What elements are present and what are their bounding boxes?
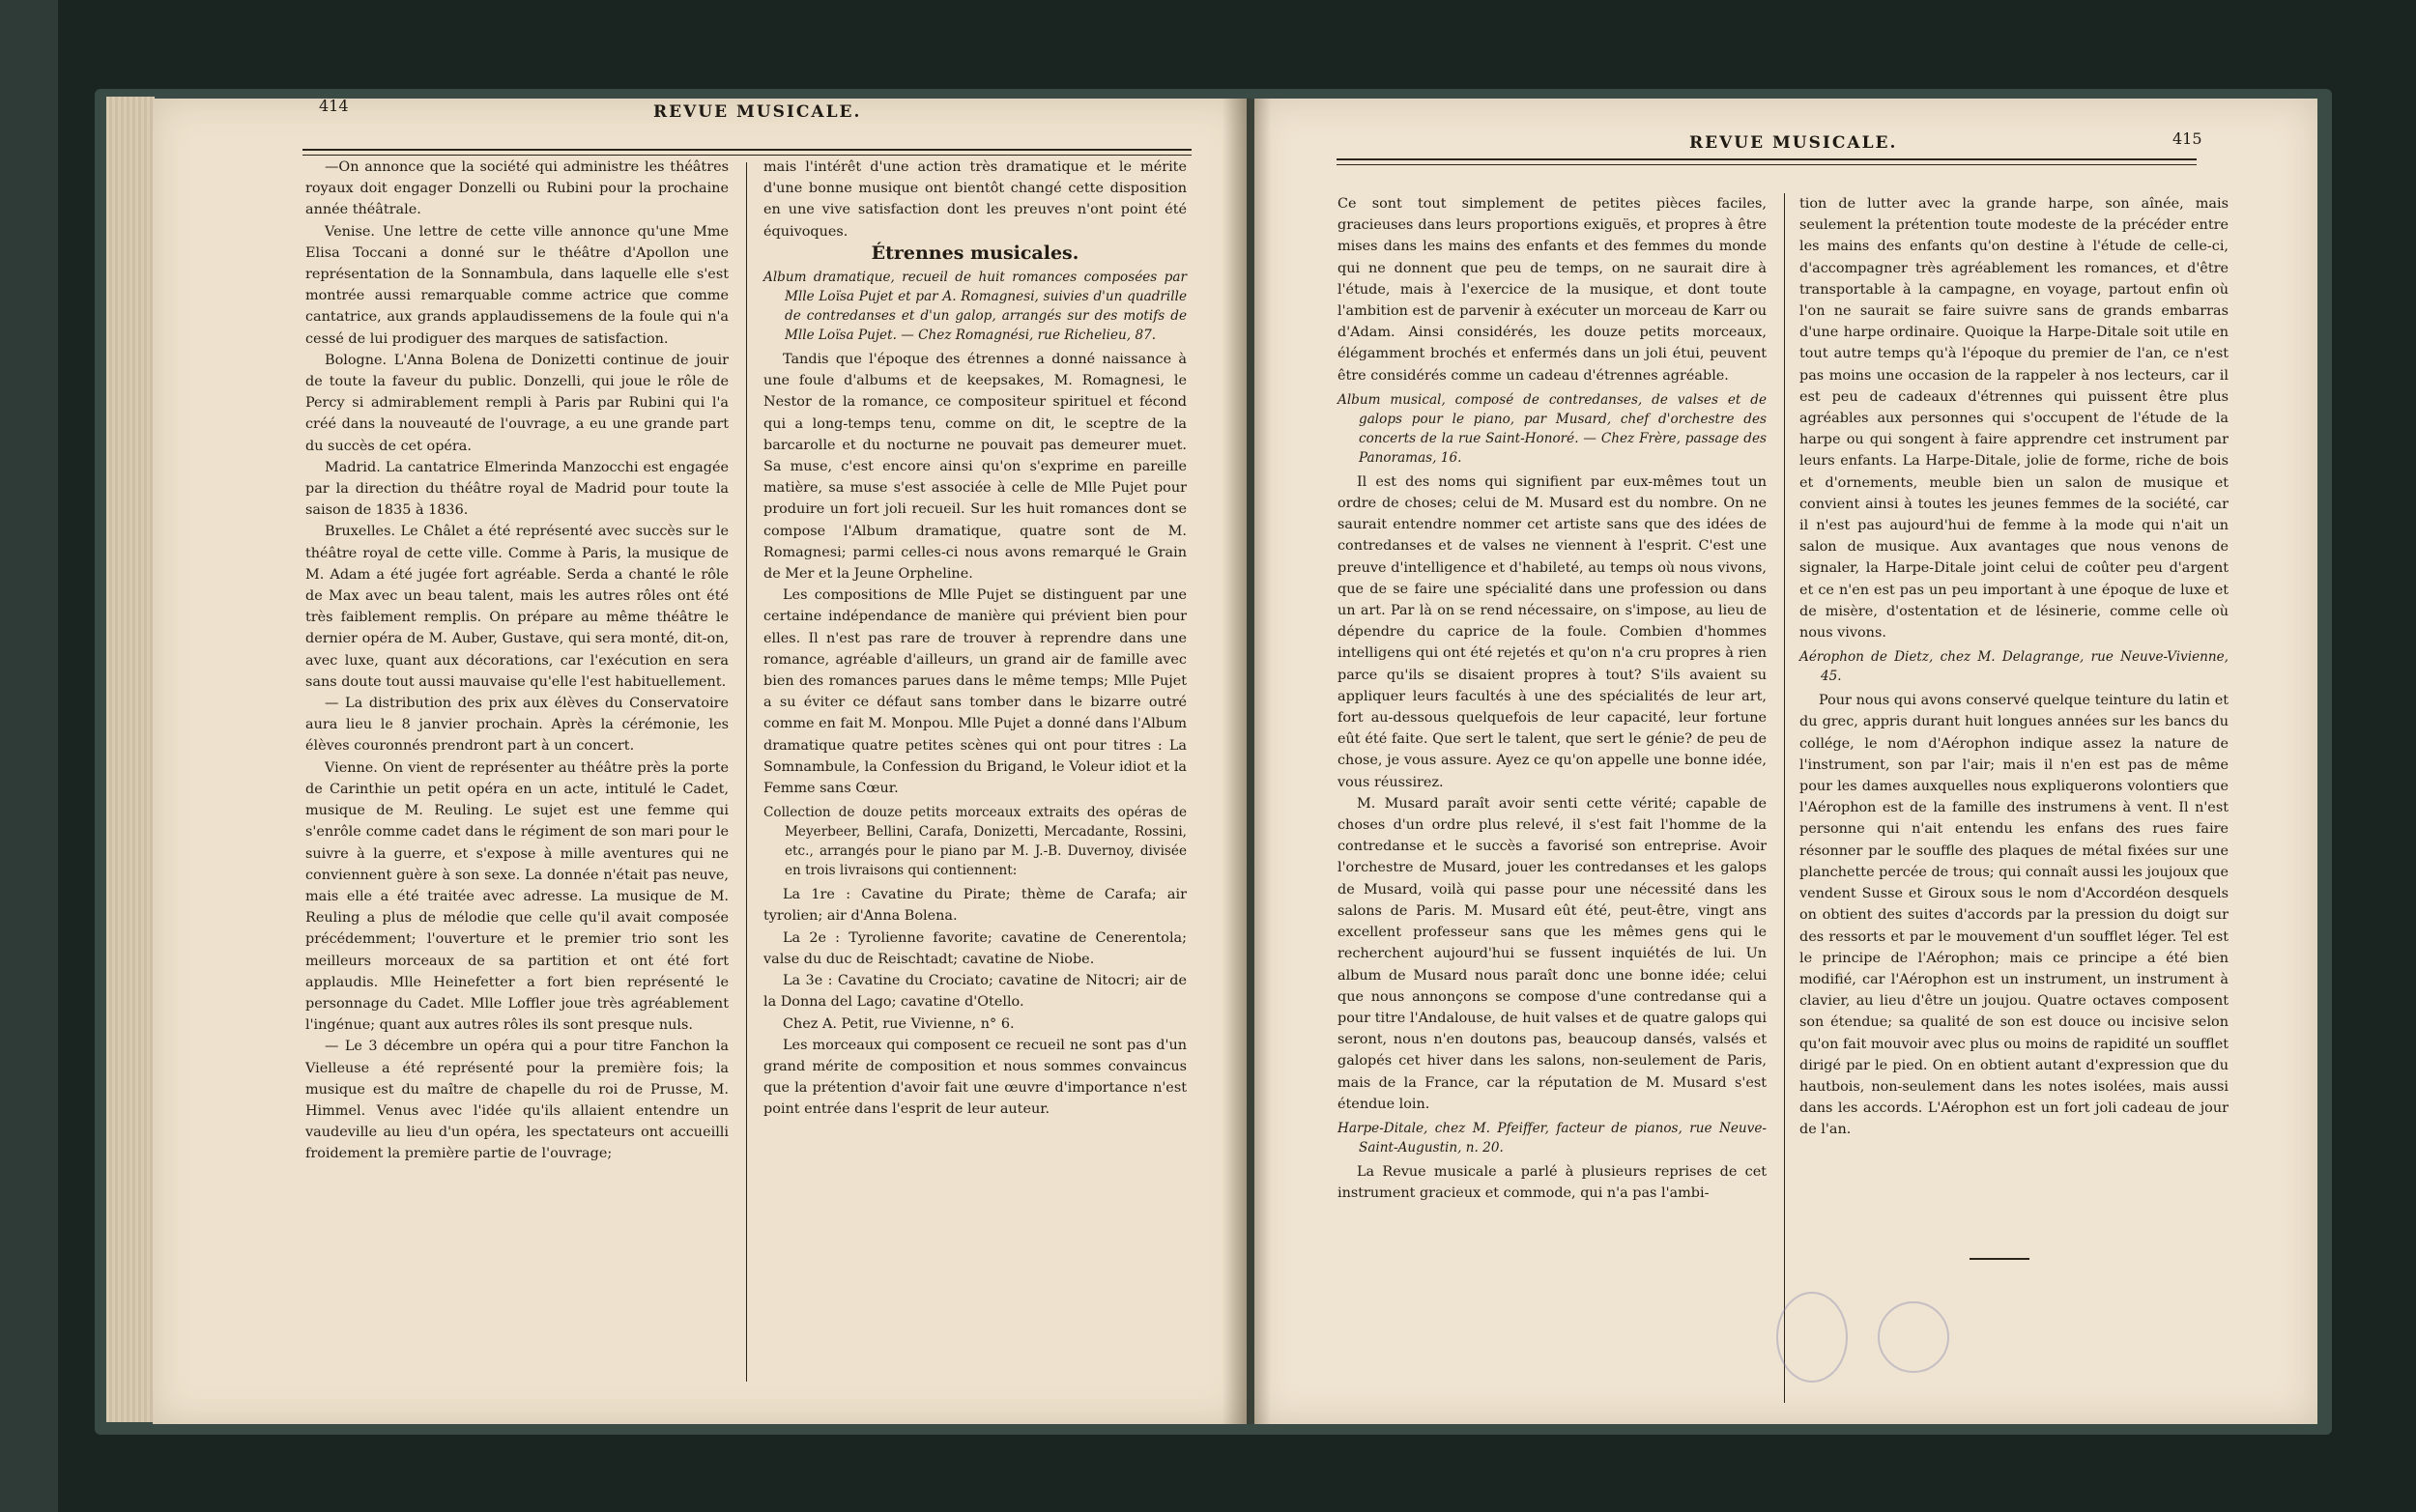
library-stamp bbox=[1878, 1301, 1949, 1373]
right-column-1 bbox=[1337, 193, 1767, 1204]
right-page-number: 415 bbox=[2172, 129, 2202, 148]
paragraph: Les morceaux qui composent ce recueil ne sont pas d'un grand mérite de composition et nous sommes convaincus que la prétention d'avoir fait une œuvre d'importance n'est point entrée dans l'esprit de leur auteur. bbox=[763, 1037, 1187, 1118]
paragraph: Bruxelles. Le Châlet a été représenté avec succès sur le théâtre royal de cette ville. Comme à Paris, la musique de M. Adam a été jugée fort agréable. Serda a chanté le rôle de Max avec un beau talent, mais les autres rôles ont été très faiblement remplis. On prépare au même théâtre le dernier opéra de M. Auber, Gustave, qui sera monté, dit-on, avec luxe, quant aux décorations, car l'exécution en sera sans doute tout aussi mauvaise qu'elle l'est habituellement. bbox=[305, 524, 729, 690]
page-edges bbox=[106, 97, 155, 1422]
listing-entry: Collection de douze petits morceaux extraits des opéras de Meyerbeer, Bellini, Carafa, Donizetti, Mercadante, Rossini, etc., arrangés pour le piano par M. J.-B. Duvernoy, divisée en trois livraisons qui contiennent: bbox=[763, 805, 1187, 879]
paragraph: mais l'intérêt d'une action très dramatique et le mérite d'une bonne musique ont bientôt changé cette disposition en une vive satisfaction dont les preuves n'ont point été équivoques. bbox=[763, 159, 1187, 240]
left-page bbox=[153, 99, 1247, 1424]
paragraph: Ce sont tout simplement de petites pièces faciles, gracieuses dans leurs proportions exiguës, et propres à être mises dans les mains des enfants et des femmes du monde qui ne donnent que peu de temps, on ne saurait dire à l'étude, mais à l'exercice de la musique, et dont toute l'ambition est de parvenir à exécuter un morceau de Karr ou d'Adam. Ainsi considérés, les douze petits morceaux, élégamment brochés et enfermés dans un joli étui, peuvent être considérés comme un cadeau d'étrennes agréable. bbox=[1337, 196, 1767, 384]
left-column-divider bbox=[746, 162, 747, 1382]
listing-entry: Album musical, composé de contredanses, de valses et de galops pour le piano, par Musard, chef d'orchestre des concerts de la rue Saint-Honoré. — Chez Frère, passage des Panoramas, 16. bbox=[1337, 391, 1767, 466]
listing-entry: Aérophon de Dietz, chez M. Delagrange, rue Neuve-Vivienne, 45. bbox=[1799, 649, 2229, 685]
right-head-rule bbox=[1337, 158, 2197, 165]
right-column-divider bbox=[1784, 193, 1785, 1403]
paragraph: Les compositions de Mlle Pujet se distinguent par une certaine indépendance de manière qui prévient bien pour elles. Il n'est pas rare de trouver à reprendre dans une romance, agréable d'ailleurs, un grand air de famille avec bien des romances parues dans le même temps; Mlle Pujet a su éviter ce défaut sans tomber dans le bizarre outré comme en fait M. Monpou. Mlle Pujet a donné dans l'Album dramatique quatre petites scènes qui ont pour titres : La Somnambule, la Confession du Brigand, le Voleur idiot et la Femme sans Cœur. bbox=[763, 587, 1187, 797]
paragraph: —On annonce que la société qui administre les théâtres royaux doit engager Donzelli ou Rubini pour la prochaine année théâtrale. bbox=[305, 159, 729, 218]
left-column-2 bbox=[763, 157, 1187, 1121]
listing-entry: Harpe-Ditale, chez M. Pfeiffer, facteur de pianos, rue Neuve-Saint-Augustin, n. 20. bbox=[1337, 1120, 1767, 1155]
article-end-rule bbox=[1970, 1258, 2029, 1260]
section-title: Étrennes musicales. bbox=[871, 242, 1079, 264]
list-item: La 1re : Cavatine du Pirate; thème de Carafa; air tyrolien; air d'Anna Bolena. bbox=[763, 887, 1187, 925]
list-item: La 3e : Cavatine du Crociato; cavatine de Nitocri; air de la Donna del Lago; cavatine d'Otello. bbox=[763, 973, 1187, 1011]
paragraph: Madrid. La cantatrice Elmerinda Manzocchi est engagée par la direction du théâtre royal de Madrid pour toute la saison de 1835 à 1836. bbox=[305, 459, 729, 519]
paragraph: Il est des noms qui signifient par eux-mêmes tout un ordre de choses; celui de M. Musard est du nombre. On ne saurait entendre nommer cet artiste sans que des idées de contredanses et de valses ne viennent à l'esprit. C'est une preuve d'intelligence et d'habileté, au temps où nous vivons, que de se faire une spécialité dans une profession ou dans un art. Par là on se rend nécessaire, on s'impose, au lieu de dépendre du caprice de la foule. Combien d'hommes intelligens qui ont été rejetés et qu'on n'a cru propres à rien parce qu'ils se disaient propres à tout? S'ils avaient su appliquer leurs facultés à une des spécialités de leur art, fort au-dessous quelquefois de leur capacité, leur fortune eût été faite. Que sert le talent, que sert le génie? de peu de chose, je vous assure. Ayez ce qu'on appelle une bonne idée, vous réussirez. bbox=[1337, 473, 1767, 790]
paragraph: — La distribution des prix aux élèves du Conservatoire aura lieu le 8 janvier prochain. Après la cérémonie, les élèves couronnés prendront part à un concert. bbox=[305, 696, 729, 755]
paragraph: Tandis que l'époque des étrennes a donné naissance à une foule d'albums et de keepsakes, M. Romagnesi, le Nestor de la romance, ce compositeur spirituel et fécond qui a long-temps tenu, comme on dit, le sceptre de la barcarolle et du nocturne ne pouvait pas demeurer muet. Sa muse, c'est encore ainsi qu'on s'exprime en pareille matière, sa muse s'est associée à celle de Mlle Pujet pour produire un fort joli recueil. Sur les huit romances dont se compose l'Album dramatique, quatre sont de M. Romagnesi; parmi celles-ci nous avons remarqué le Grain de Mer et la Jeune Orpheline. bbox=[763, 352, 1187, 583]
paragraph: M. Musard paraît avoir senti cette vérité; capable de choses d'un ordre plus relevé, il s'est fait l'homme de la contredanse et le succès a favorisé son entreprise. Avoir l'orchestre de Musard, jouer les contredanses et les galops de Musard, voilà qui passe pour une nécessité dans les salons de Paris. M. Musard eût été, peut-être, vingt ans excellent professeur sans que les mêmes gens qui le recherchent aujourd'hui se fussent inquiétés de lui. Un album de Musard nous paraît donc une bonne idée; celui que nous annonçons se compose d'une contredanse qui a pour titre l'Andalouse, de huit valses et de quatre galops qui seront, nous n'en doutons pas, beaucoup dansés, valsés et galopés cet hiver dans les salons, non-seulement de Paris, mais de la France, car la réputation de M. Musard s'est étendue loin. bbox=[1337, 795, 1767, 1112]
right-column-2 bbox=[1799, 193, 2229, 1141]
listing-entry: Album dramatique, recueil de huit romances composées par Mlle Loïsa Pujet et par A. Romagnesi, suivies d'un quadrille de contredanses et d'un galop, arrangés sur des motifs de Mlle Loïsa Pujet. — Chez Romagnési, rue Richelieu, 87. bbox=[763, 270, 1187, 344]
paragraph: Pour nous qui avons conservé quelque teinture du latin et du grec, appris durant huit longues années sur les bancs du collége, le nom d'Aérophon indique assez la nature de l'instrument, son par l'air; mais il n'en est pas de même pour les dames auxquelles nous expliquerons volontiers que l'Aérophon est de la famille des instrumens à vent. Il n'est personne qui n'ait entendu les enfans des rues faire résonner par le souffle des plaques de métal fixées sur une planchette percée de trous; qui connaît aussi les joujoux que vendent Susse et Giroux sous le nom d'Accordéon desquels on obtient des suites d'accords par la pression du doigt sur des ressorts et par le mouvement d'un soufflet léger. Tel est le principe de l'Aérophon; mais ce principe a été bien modifié, car l'Aérophon est un instrument, un instrument à clavier, au lieu d'être un joujou. Quatre octaves composent son étendue; sa qualité de son est douce ou incisive selon qu'on fait mouvoir avec plus ou moins de rapidité un soufflet dirigé par le pied. On en obtient autant d'expression que du hautbois, non-seulement dans les notes isolées, mais aussi dans les accords. L'Aérophon est un fort joli cadeau de jour de l'an. bbox=[1799, 693, 2229, 1138]
library-stamp bbox=[1776, 1292, 1848, 1383]
paragraph: Venise. Une lettre de cette ville annonce qu'une Mme Elisa Toccani a donné sur le théâtre d'Apollon une représentation de la Sonnambula, dans laquelle elle s'est montrée aussi remarquable comme actrice que comme cantatrice, aux grands applaudissemens de la foule qui n'a cessé de lui prodiguer des marques de satisfaction. bbox=[305, 223, 729, 347]
left-page-number: 414 bbox=[319, 99, 349, 115]
list-item: La 2e : Tyrolienne favorite; cavatine de Cenerentola; valse du duc de Reischtadt; cavatine de Niobe. bbox=[763, 929, 1187, 967]
paragraph: tion de lutter avec la grande harpe, son aînée, mais seulement la prétention toute modeste de la précéder entre les mains des enfants qu'on destine à l'étude de celle-ci, d'accompagner très agréablement les romances, et d'être transportable à la campagne, en voyage, partout enfin où l'on ne saurait se faire suivre sans de grands embarras d'une harpe ordinaire. Quoique la Harpe-Ditale soit utile en tout autre temps qu'à l'époque du premier de l'an, ce n'est pas moins une occasion de la rappeler à nos lecteurs, car il est peu de cadeaux d'étrennes qui puissent être plus agréables aux personnes qui s'occupent de l'étude de la harpe ou qui songent à faire apprendre cet instrument par leurs enfants. La Harpe-Ditale, jolie de forme, riche de bois et d'ornements, meuble bien un salon de musique et convient ainsi à toutes les jeunes femmes de la société, car il n'est pas aujourd'hui de femme à la mode qui n'ait un salon de musique. Aux avantages que nous venons de signaler, la Harpe-Ditale joint celui de coûter peu d'argent et ce n'en est pas un peu important à une époque de luxe et de misère, d'ostentation et de lésinerie, comme celle où nous vivons. bbox=[1799, 196, 2229, 642]
left-head-rule bbox=[302, 149, 1192, 156]
left-running-head: REVUE MUSICALE. bbox=[653, 102, 862, 122]
paragraph: Bologne. L'Anna Bolena de Donizetti continue de jouir de toute la faveur du public. Donzelli, qui joue le rôle de Percy si admirablement rempli à Paris par Rubini qui l'a créé dans la nouveauté de l'ouvrage, a eu une grande part du succès de cet opéra. bbox=[305, 352, 729, 454]
paragraph: La Revue musicale a parlé à plusieurs reprises de cet instrument gracieux et commode, qui n'a pas l'ambi- bbox=[1337, 1163, 1767, 1202]
paragraph: Vienne. On vient de représenter au théâtre près la porte de Carinthie un petit opéra en un acte, intitulé le Cadet, musique de M. Reuling. Le sujet est une femme qui s'enrôle comme cadet dans le régiment de son mari pour le suivre à la guerre, et s'expose à mille aventures qui ne conviennent guère à son sexe. La donnée n'était pas neuve, mais elle a été traitée avec adresse. La musique de M. Reuling a plus de mélodie que celle qu'il avait composée précédemment; l'ouverture et le premier trio sont les meilleurs morceaux de sa partition et ont été fort applaudis. Mlle Heinefetter a fort bien représenté le personnage du Cadet. Mlle Loffler joue très agréablement l'ingénue; quant aux autres rôles ils sont presque nuls. bbox=[305, 759, 729, 1034]
list-item: Chez A. Petit, rue Vivienne, n° 6. bbox=[783, 1015, 1015, 1032]
book-gutter bbox=[1222, 99, 1271, 1424]
right-page bbox=[1254, 99, 2317, 1424]
left-column-1 bbox=[305, 157, 729, 1165]
right-running-head: REVUE MUSICALE. bbox=[1689, 133, 1898, 153]
scan-edge-left bbox=[0, 0, 58, 1512]
paragraph: — Le 3 décembre un opéra qui a pour titre Fanchon la Vielleuse a été représenté pour la première fois; la musique est du maître de chapelle du roi de Prusse, M. Himmel. Venus avec l'idée qu'ils allaient entendre un vaudeville au lieu d'un opéra, les spectateurs ont accueilli froidement la première partie de l'ouvrage; bbox=[305, 1039, 729, 1162]
